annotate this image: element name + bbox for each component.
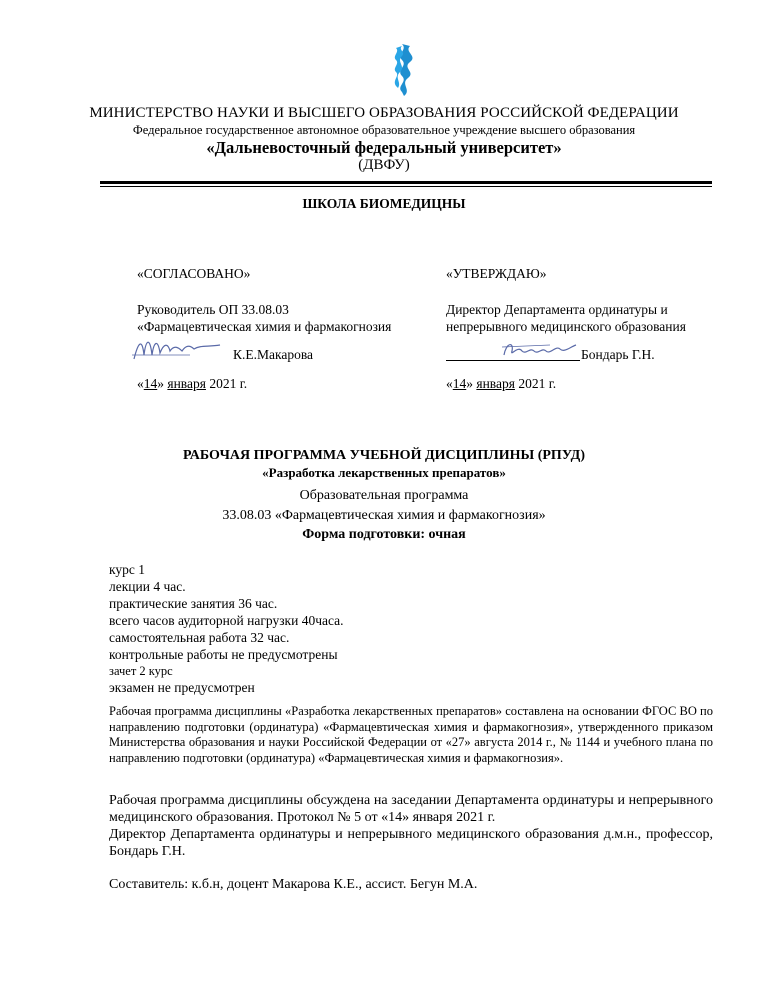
school-name: ШКОЛА БИОМЕДИЦНЫ	[302, 196, 466, 211]
program-basis-paragraph: Рабочая программа дисциплины «Разработка лекарственных препаратов» составлена на основании ФГОС ВО по направлению подготовки (ординатура) «Фармацевтическая химия и фармакогнозия», утвержденного приказом Министерства образования и науки Российской Федерации от «27» августа 2014 г., № 1144 и учебного плана по направлению подготовки (ординатура) «Фармацевтическая химия и фармакогнозия».	[109, 704, 713, 765]
approval-left-title: «СОГЛАСОВАНО»	[137, 266, 251, 281]
university-name: «Дальневосточный федеральный университет»	[206, 138, 562, 157]
detail-total-hours: всего часов аудиторной нагрузки 40часа.	[109, 613, 344, 628]
signature-left-icon	[130, 333, 230, 363]
detail-self-study: самостоятельная работа 32 час.	[109, 630, 290, 645]
institution-type: Федеральное государственное автономное образовательное учреждение высшего образования	[132, 123, 636, 137]
program-code: 33.08.03 «Фармацевтическая химия и фармакогнозия»	[222, 508, 546, 523]
university-abbr: (ДВФУ)	[358, 157, 410, 173]
detail-credit: зачет 2 курс	[109, 664, 173, 678]
discussion-paragraph: Рабочая программа дисциплины обсуждена на заседании Департамента ординатуры и непрерывного медицинского образования. Протокол № 5 от «14» января 2021 г.	[109, 793, 713, 825]
header-rule-thin	[100, 186, 712, 187]
approval-right-date: «14» января 2021 г.	[446, 376, 557, 391]
approval-right-title: «УТВЕРЖДАЮ»	[446, 266, 547, 281]
dvfu-logo-icon	[382, 42, 422, 98]
discipline-name: «Разработка лекарственных препаратов»	[262, 465, 506, 480]
approval-left-date: «14» января 2021 г.	[137, 376, 248, 391]
detail-tests: контрольные работы не предусмотрены	[109, 647, 338, 662]
approval-right-line2: непрерывного медицинского образования	[446, 319, 686, 334]
program-title: РАБОЧАЯ ПРОГРАММА УЧЕБНОЙ ДИСЦИПЛИНЫ (РПУД)	[183, 448, 585, 463]
ministry-title: МИНИСТЕРСТВО НАУКИ И ВЫСШЕГО ОБРАЗОВАНИЯ РОССИЙСКОЙ ФЕДЕРАЦИИ	[89, 105, 679, 121]
approval-right-line1: Директор Департамента ординатуры и	[446, 302, 668, 317]
author-line: Составитель: к.б.н, доцент Макарова К.Е., ассист. Бегун М.А.	[109, 877, 478, 892]
signature-right-icon	[500, 337, 580, 361]
approval-left-signer: К.Е.Макарова	[233, 347, 314, 362]
header-rule-thick	[100, 181, 712, 184]
detail-lectures: лекции 4 час.	[109, 579, 186, 594]
study-form: Форма подготовки: очная	[302, 527, 466, 542]
director-paragraph: Директор Департамента ординатуры и непрерывного медицинского образования д.м.н., профессор, Бондарь Г.Н.	[109, 827, 713, 859]
approval-left-line2: «Фармацевтическая химия и фармакогнозия	[137, 319, 392, 334]
approval-right-signer: Бондарь Г.Н.	[581, 347, 655, 362]
detail-practice: практические занятия 36 час.	[109, 596, 278, 611]
approval-left-line1: Руководитель ОП 33.08.03	[137, 302, 289, 317]
detail-course: курс 1	[109, 562, 145, 577]
edu-program-label: Образовательная программа	[299, 488, 469, 503]
detail-exam: экзамен не предусмотрен	[109, 680, 255, 695]
